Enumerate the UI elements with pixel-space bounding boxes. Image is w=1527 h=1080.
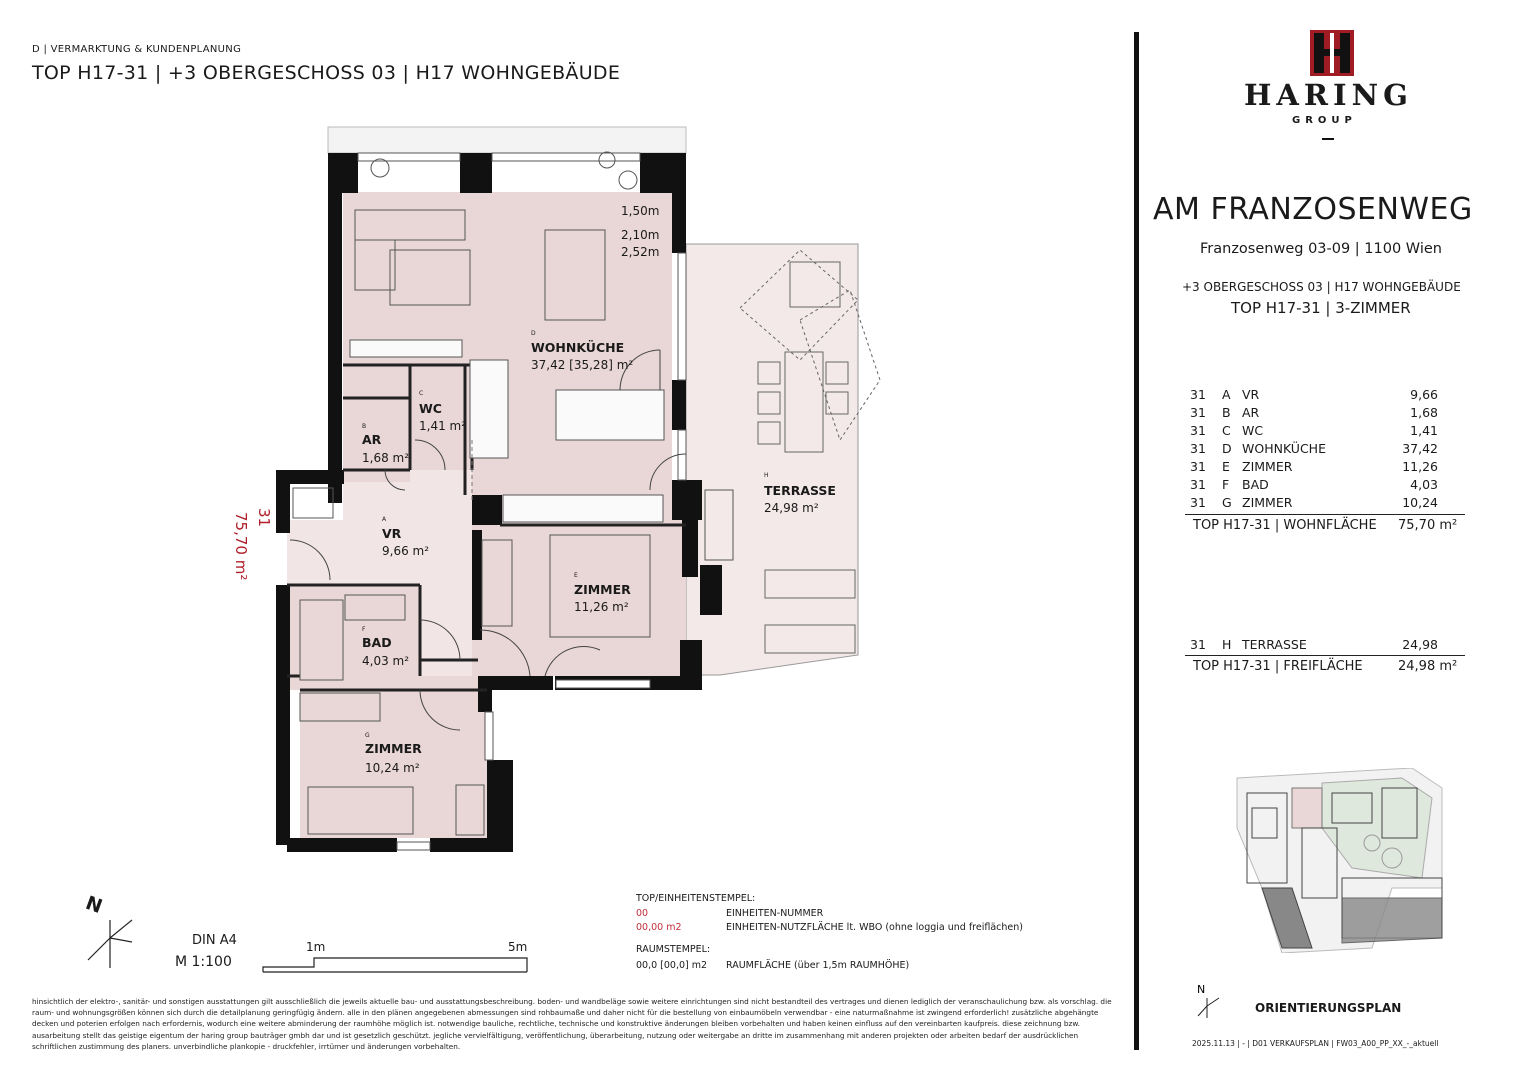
room-letter: H xyxy=(1222,637,1232,652)
legend-code-room: 00,0 [00,0] m2 xyxy=(636,960,708,971)
room-name: WOHNKÜCHE xyxy=(1242,441,1326,456)
room-row xyxy=(1190,405,1438,423)
wohnkueche-letter: D xyxy=(531,330,536,337)
room-area: 1,41 xyxy=(1410,423,1438,438)
orientation-label: ORIENTIERUNGSPLAN xyxy=(1255,1001,1402,1015)
room-unit: 31 xyxy=(1190,495,1206,510)
room-letter: B xyxy=(1222,405,1231,420)
haring-logo-icon xyxy=(1310,30,1354,76)
room-area: 1,68 xyxy=(1410,405,1438,420)
room-name: ZIMMER xyxy=(1242,459,1293,474)
scale-mark-5m: 5m xyxy=(508,940,528,954)
room-area: 24,98 xyxy=(1402,637,1438,652)
terrasse-letter: H xyxy=(764,472,769,479)
room-row xyxy=(1190,459,1438,477)
ar-area: 1,68 m² xyxy=(362,451,410,465)
bad-letter: F xyxy=(362,626,366,633)
room-name: TERRASSE xyxy=(1242,637,1307,652)
room-area: 37,42 xyxy=(1402,441,1438,456)
room-row xyxy=(1190,423,1438,441)
room-unit: 31 xyxy=(1190,441,1206,456)
vr-area: 9,66 m² xyxy=(382,544,430,558)
vr-letter: A xyxy=(382,516,387,523)
room-row xyxy=(1190,637,1438,655)
wohnflaeche-value: 75,70 m² xyxy=(1398,518,1458,533)
legend-code-unit: 00 xyxy=(636,908,649,919)
wohnkueche-name: WOHNKÜCHE xyxy=(531,340,625,355)
room-table xyxy=(1190,387,1438,513)
header-category: D | VERMARKTUNG & KUNDENPLANUNG xyxy=(32,44,242,55)
unit-stamp-number: 31 xyxy=(255,508,273,528)
room-area: 4,03 xyxy=(1410,477,1438,492)
project-address: Franzosenweg 03-09 | 1100 Wien xyxy=(1200,241,1442,257)
height-252: 2,52m xyxy=(621,245,660,259)
orientation-map xyxy=(1232,768,1452,953)
room-letter: F xyxy=(1222,477,1230,492)
height-210: 2,10m xyxy=(621,228,660,242)
outdoor-table xyxy=(1190,637,1438,655)
header-title: TOP H17-31 | +3 OBERGESCHOSS 03 | H17 WOHNGEBÄUDE xyxy=(32,62,621,84)
scale-bar xyxy=(262,955,532,975)
room-name: ZIMMER xyxy=(1242,495,1293,510)
wc-name: WC xyxy=(419,401,442,416)
zimmer-g-area: 10,24 m² xyxy=(365,761,420,775)
room-letter: C xyxy=(1222,423,1231,438)
unit-stamp-area: 75,70 m² xyxy=(232,512,250,581)
room-area: 10,24 xyxy=(1402,495,1438,510)
room-name: WC xyxy=(1242,423,1264,438)
zimmer-e-letter: E xyxy=(574,572,578,579)
room-name: BAD xyxy=(1242,477,1269,492)
bad-name: BAD xyxy=(362,635,392,650)
freiflaeche-divider xyxy=(1185,655,1465,656)
north-label: N xyxy=(82,891,106,919)
terrasse-name: TERRASSE xyxy=(764,483,836,498)
room-area: 9,66 xyxy=(1410,387,1438,402)
zimmer-g-letter: G xyxy=(365,732,370,739)
room-unit: 31 xyxy=(1190,459,1206,474)
legend-text-room: RAUMFLÄCHE (über 1,5m RAUMHÖHE) xyxy=(726,960,910,971)
svg-text:N: N xyxy=(1197,983,1206,996)
room-unit: 31 xyxy=(1190,423,1206,438)
room-unit: 31 xyxy=(1190,405,1206,420)
wohnkueche-area: 37,42 [35,28] m² xyxy=(531,358,634,372)
wohnflaeche-divider xyxy=(1185,514,1465,515)
room-letter: A xyxy=(1222,387,1231,402)
disclaimer-text: hinsichtlich der elektro-, sanitär- und sonstigen ausstattungen gilt ausschließlich die jeweils aktuelle bau- und ausstattungsbeschreibung. boden- und wandbeläge sowie weitere einrichtungen sind nicht bestandteil des vertrages und dienen lediglich der veranschaulichung bzw. als vorschlag. die raum- und wohnungsgrößen können sich durch die detailplanung geringfügig ändern. alle in den plänen angegebenen abmessungen sind rohbaumaße und daher nicht für die bestellung von einbaumöbeln verwendbar - eine naturmaßnahme ist zwingend erforderlich! zusätzliche abgehängte decken und poterien erfolgen nach erfordernis, wodurch eine weitere abminderung der raumhöhe möglich ist. notwendige bauliche, rechtliche, technische und konstruktive änderungen bleiben vorbehalten und haben keinen einfluss auf den vereinbarten kaufpreis. diese zeichnung bzw. ausarbeitung stellt das geistige eigentum der haring group bauträger gmbh dar und ist gesetzlich geschützt. jegliche vervielfältigung, veröffentlichung, überarbeitung, nutzung oder weitergabe an dritte im zusammenhang mit anderen projekten oder arbeiten bedarf der ausdrücklichen schriftlichen zustimmung des planers. unverbindliche plankopie - druckfehler, irrtümer und änderungen vorbehalten. xyxy=(32,997,1112,1051)
room-row xyxy=(1190,441,1438,459)
freiflaeche-value: 24,98 m² xyxy=(1398,659,1458,674)
zimmer-e-area: 11,26 m² xyxy=(574,600,629,614)
room-row xyxy=(1190,495,1438,513)
terrasse-area: 24,98 m² xyxy=(764,501,819,515)
ar-name: AR xyxy=(362,432,382,447)
legend-text-unit: EINHEITEN-NUMMER xyxy=(726,908,824,919)
room-row xyxy=(1190,387,1438,405)
ar-letter: B xyxy=(362,423,367,430)
room-letter: G xyxy=(1222,495,1232,510)
legend-text-area: EINHEITEN-NUTZFLÄCHE lt. WBO (ohne loggia und freiflächen) xyxy=(726,922,1023,933)
panel-divider xyxy=(1134,32,1139,1050)
scale-mark-1m: 1m xyxy=(306,940,326,954)
height-150: 1,50m xyxy=(621,204,660,218)
legend-title-room: RAUMSTEMPEL: xyxy=(636,944,711,955)
project-title: AM FRANZOSENWEG xyxy=(1153,192,1473,227)
project-top: TOP H17-31 | 3-ZIMMER xyxy=(1231,299,1411,317)
plan-reference: 2025.11.13 | - | D01 VERKAUFSPLAN | FW03_A00_PP_XX_-_aktuell xyxy=(1192,1039,1439,1048)
vr-name: VR xyxy=(382,526,402,541)
project-floor: +3 OBERGESCHOSS 03 | H17 WOHNGEBÄUDE xyxy=(1182,280,1461,294)
room-row xyxy=(1190,477,1438,495)
room-unit: 31 xyxy=(1190,637,1206,652)
room-name: VR xyxy=(1242,387,1260,402)
room-letter: E xyxy=(1222,459,1230,474)
legend-code-area: 00,00 m2 xyxy=(636,922,682,933)
room-letter: D xyxy=(1222,441,1232,456)
zimmer-e-name: ZIMMER xyxy=(574,582,631,597)
orientation-north-icon xyxy=(1195,980,1225,1020)
room-unit: 31 xyxy=(1190,477,1206,492)
room-area: 11,26 xyxy=(1402,459,1438,474)
scale-ratio: M 1:100 xyxy=(175,954,232,970)
legend-title-top: TOP/EINHEITENSTEMPEL: xyxy=(636,893,756,904)
freiflaeche-label: TOP H17-31 | FREIFLÄCHE xyxy=(1193,659,1363,674)
brand-name: HARING xyxy=(1244,78,1413,112)
wc-letter: C xyxy=(419,390,424,397)
bad-area: 4,03 m² xyxy=(362,654,410,668)
room-name: AR xyxy=(1242,405,1260,420)
room-unit: 31 xyxy=(1190,387,1206,402)
zimmer-g-name: ZIMMER xyxy=(365,741,422,756)
balcony-strip xyxy=(328,127,686,153)
brand-underline xyxy=(1322,138,1334,140)
wc-area: 1,41 m² xyxy=(419,419,467,433)
paper-size: DIN A4 xyxy=(192,933,237,948)
wohnflaeche-label: TOP H17-31 | WOHNFLÄCHE xyxy=(1193,518,1377,533)
brand-sub: GROUP xyxy=(1292,115,1357,126)
